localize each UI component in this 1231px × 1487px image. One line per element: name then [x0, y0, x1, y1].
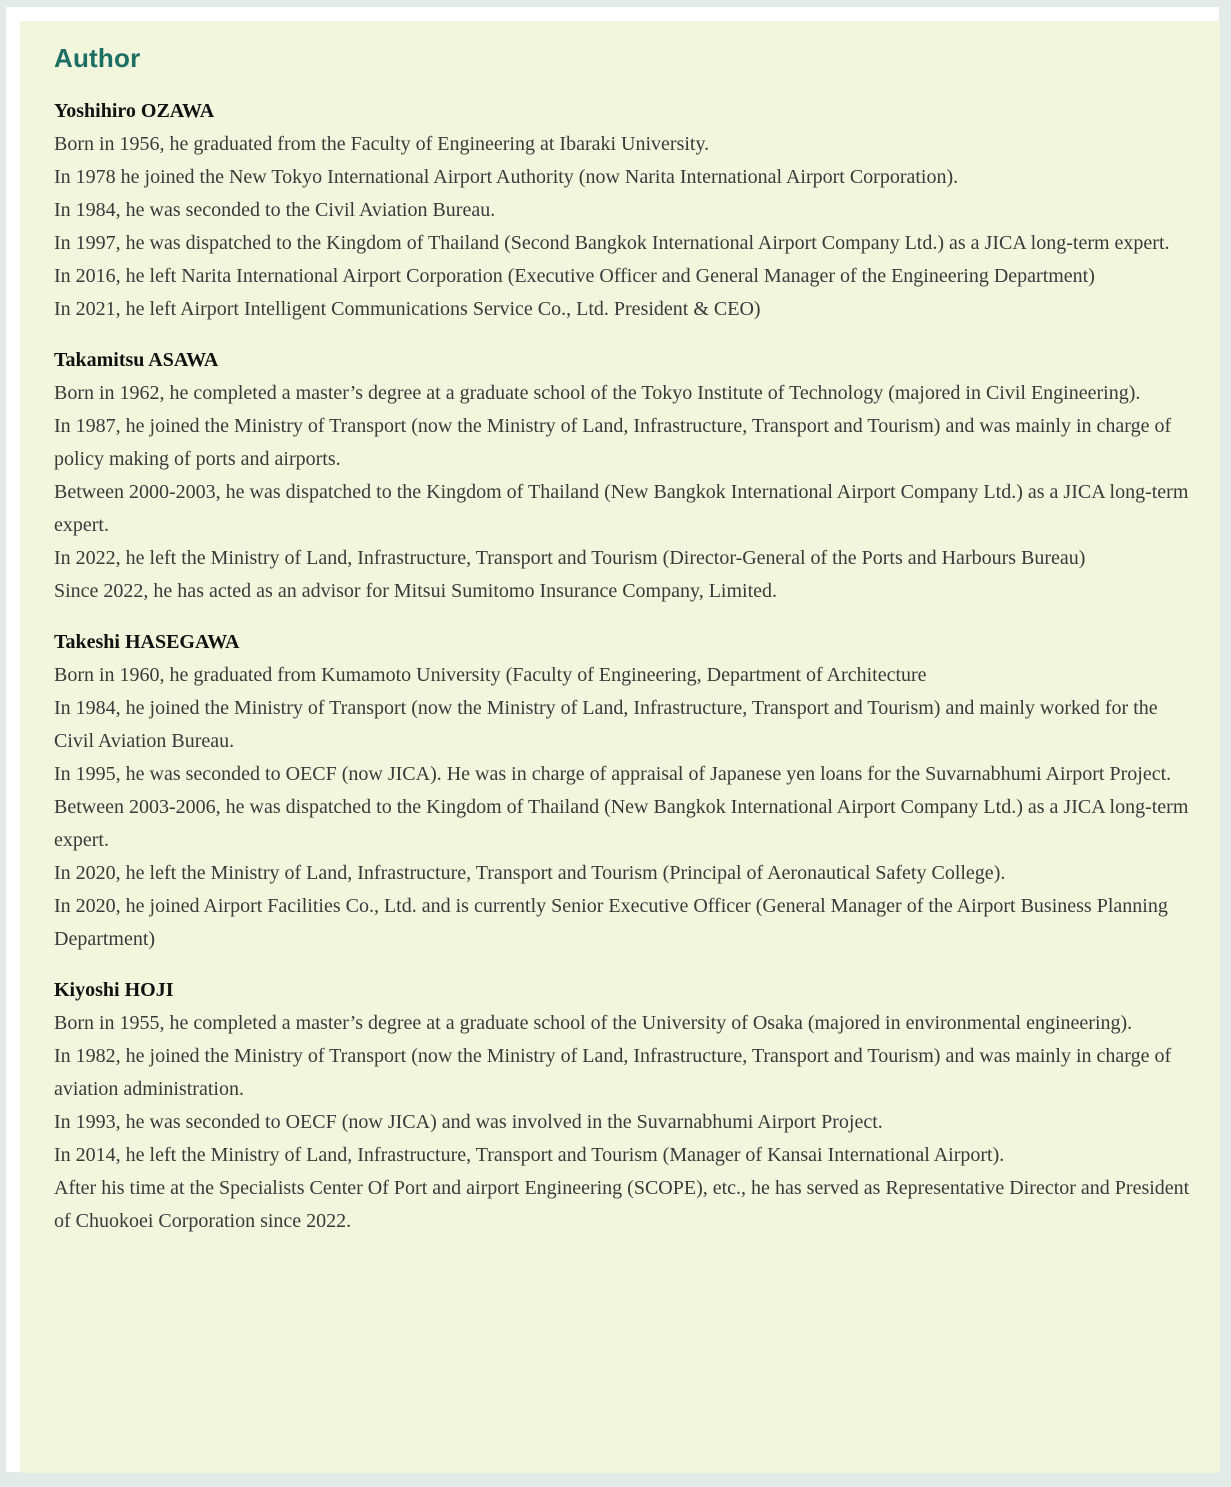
bio-line: In 1995, he was seconded to OECF (now JICA). He was in charge of appraisal of Japanese yen loans for the Suvarnabhumi Airport Project. [54, 763, 1172, 785]
author-entry [54, 626, 1194, 956]
bio-line: Born in 1955, he completed a master’s degree at a graduate school of the University of Osaka (majored in environmental engineering). [54, 1012, 1133, 1034]
page-frame [6, 7, 1219, 1472]
bio-line: Born in 1956, he graduated from the Faculty of Engineering at Ibaraki University. [54, 133, 710, 155]
bio-line: In 1987, he joined the Ministry of Transport (now the Ministry of Land, Infrastructure, Transport and Tourism) and was mainly in charge of policy making of ports and airports. [54, 415, 1172, 470]
bio-line: In 1997, he was dispatched to the Kingdom of Thailand (Second Bangkok International Airport Company Ltd.) as a JICA long-term expert. [54, 232, 1170, 254]
author-name: Yoshihiro OZAWA [54, 100, 215, 122]
bio-line: In 2016, he left Narita International Airport Corporation (Executive Officer and General Manager of the Engineering Department) [54, 265, 1095, 287]
bio-line: In 2021, he left Airport Intelligent Communications Service Co., Ltd. President & CEO) [54, 298, 761, 320]
bio-line: Born in 1962, he completed a master’s degree at a graduate school of the Tokyo Institute of Technology (majored in Civil Engineering). [54, 382, 1141, 404]
bio-line: Born in 1960, he graduated from Kumamoto University (Faculty of Engineering, Department of Architecture [54, 664, 927, 686]
bio-line: In 1984, he joined the Ministry of Transport (now the Ministry of Land, Infrastructure, Transport and Tourism) and mainly worked for the Civil Aviation Bureau. [54, 697, 1158, 752]
bio-line: In 2020, he left the Ministry of Land, Infrastructure, Transport and Tourism (Principal of Aeronautical Safety College). [54, 862, 1006, 884]
bio-line: Between 2000-2003, he was dispatched to the Kingdom of Thailand (New Bangkok International Airport Company Ltd.) as a JICA long-term expert. [54, 481, 1189, 536]
bio-line: In 2022, he left the Ministry of Land, Infrastructure, Transport and Tourism (Director-General of the Ports and Harbours Bureau) [54, 547, 1086, 569]
bio-line: After his time at the Specialists Center Of Port and airport Engineering (SCOPE), etc., he has served as Representative Director and President of Chuokoei Corporation since 2022. [54, 1177, 1190, 1232]
author-entry [54, 95, 1194, 326]
author-name: Takeshi HASEGAWA [54, 631, 240, 653]
author-list [54, 95, 1194, 1256]
bio-line: In 1978 he joined the New Tokyo International Airport Authority (now Narita International Airport Corporation). [54, 166, 959, 188]
author-name: Takamitsu ASAWA [54, 349, 219, 371]
author-entry [54, 344, 1194, 608]
author-entry [54, 974, 1194, 1238]
bio-line: Between 2003-2006, he was dispatched to the Kingdom of Thailand (New Bangkok International Airport Company Ltd.) as a JICA long-term expert. [54, 796, 1189, 851]
bio-line: Since 2022, he has acted as an advisor for Mitsui Sumitomo Insurance Company, Limited. [54, 580, 778, 602]
section-title: Author [54, 43, 141, 73]
author-panel [20, 21, 1220, 1473]
bio-line: In 1993, he was seconded to OECF (now JICA) and was involved in the Suvarnabhumi Airport Project. [54, 1111, 883, 1133]
bio-line: In 2014, he left the Ministry of Land, Infrastructure, Transport and Tourism (Manager of Kansai International Airport). [54, 1144, 1005, 1166]
bio-line: In 1984, he was seconded to the Civil Aviation Bureau. [54, 199, 496, 221]
author-name: Kiyoshi HOJI [54, 979, 174, 1001]
bio-line: In 1982, he joined the Ministry of Transport (now the Ministry of Land, Infrastructure, Transport and Tourism) and was mainly in charge of aviation administration. [54, 1045, 1172, 1100]
bio-line: In 2020, he joined Airport Facilities Co., Ltd. and is currently Senior Executive Officer (General Manager of the Airport Business Planning Department) [54, 895, 1168, 950]
